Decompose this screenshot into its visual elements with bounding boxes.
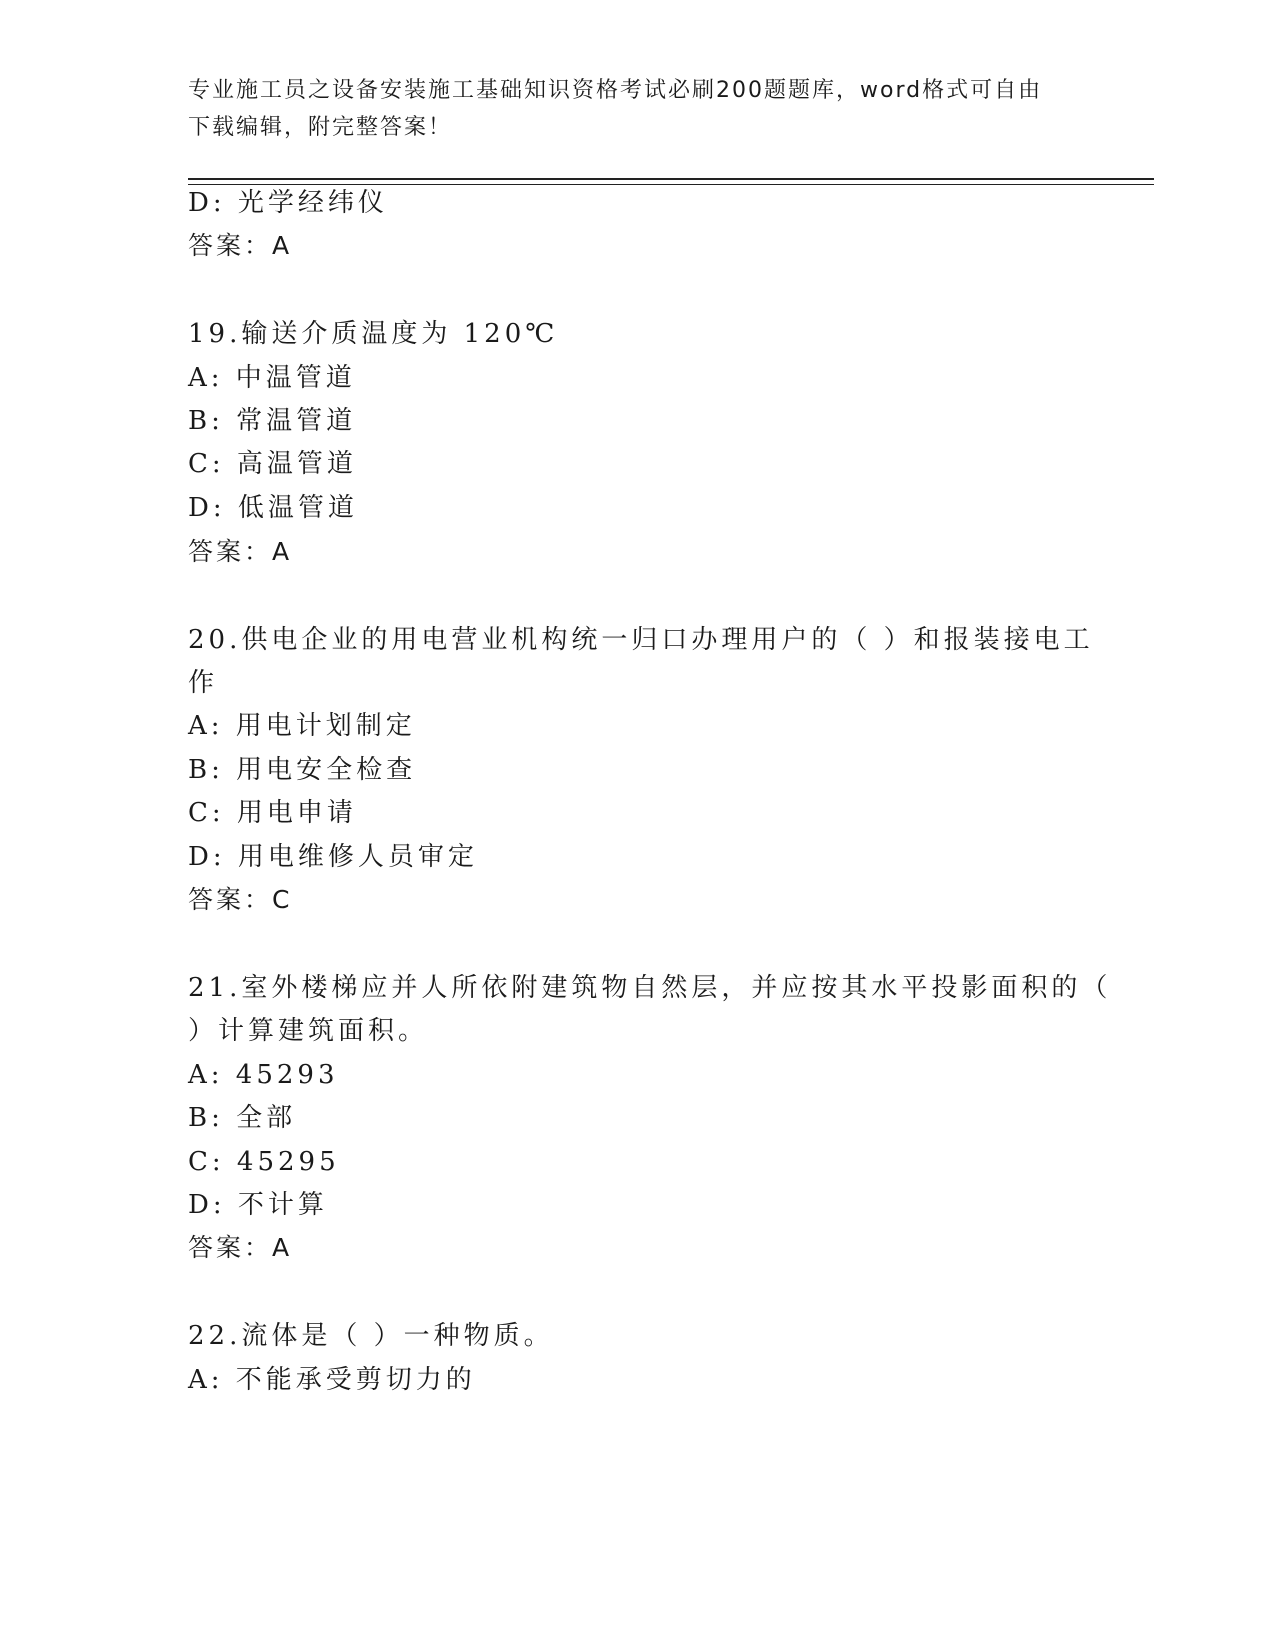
header-title-line-2: 下载编辑，附完整答案！: [188, 115, 453, 140]
q20-option-c: C: 用电申请: [188, 798, 357, 828]
q21-answer: 答案：A: [188, 1233, 293, 1262]
q18-option-d: D: 光学经纬仪: [188, 188, 388, 218]
q21-question-line-2: ）计算建筑面积。: [188, 1016, 429, 1046]
q18-answer: 答案：A: [188, 231, 293, 260]
q22-option-a: A: 不能承受剪切力的: [188, 1365, 476, 1395]
q19-option-c: C: 高温管道: [188, 449, 357, 479]
q19-option-d: D: 低温管道: [188, 493, 358, 523]
q21-option-a: A: 45293: [188, 1060, 339, 1090]
q20-answer: 答案：C: [188, 885, 293, 914]
q19-answer: 答案：A: [188, 537, 293, 566]
header-divider-thick: [188, 178, 1154, 180]
q21-question-line-1: 21.室外楼梯应并人所依附建筑物自然层，并应按其水平投影面积的（: [188, 973, 1112, 1003]
q19-option-b: B: 常温管道: [188, 406, 357, 436]
q20-option-d: D: 用电维修人员审定: [188, 842, 478, 872]
q20-option-a: A: 用电计划制定: [188, 711, 416, 741]
q22-question: 22.流体是（ ）一种物质。: [188, 1321, 554, 1351]
header-title-line-1: 专业施工员之设备安装施工基础知识资格考试必刷200题题库，word格式可自由: [188, 78, 1043, 103]
q19-question: 19.输送介质温度为 120℃: [188, 319, 559, 349]
q20-question-line-2: 作: [188, 668, 219, 698]
document-header: [188, 72, 1068, 146]
q21-option-d: D: 不计算: [188, 1190, 328, 1220]
q21-option-b: B: 全部: [188, 1103, 297, 1133]
q21-option-c: C: 45295: [188, 1147, 340, 1177]
q20-question-line-1: 20.供电企业的用电营业机构统一归口办理用户的（ ）和报装接电工: [188, 625, 1094, 655]
q20-option-b: B: 用电安全检查: [188, 755, 417, 785]
q19-option-a: A: 中温管道: [188, 363, 356, 393]
